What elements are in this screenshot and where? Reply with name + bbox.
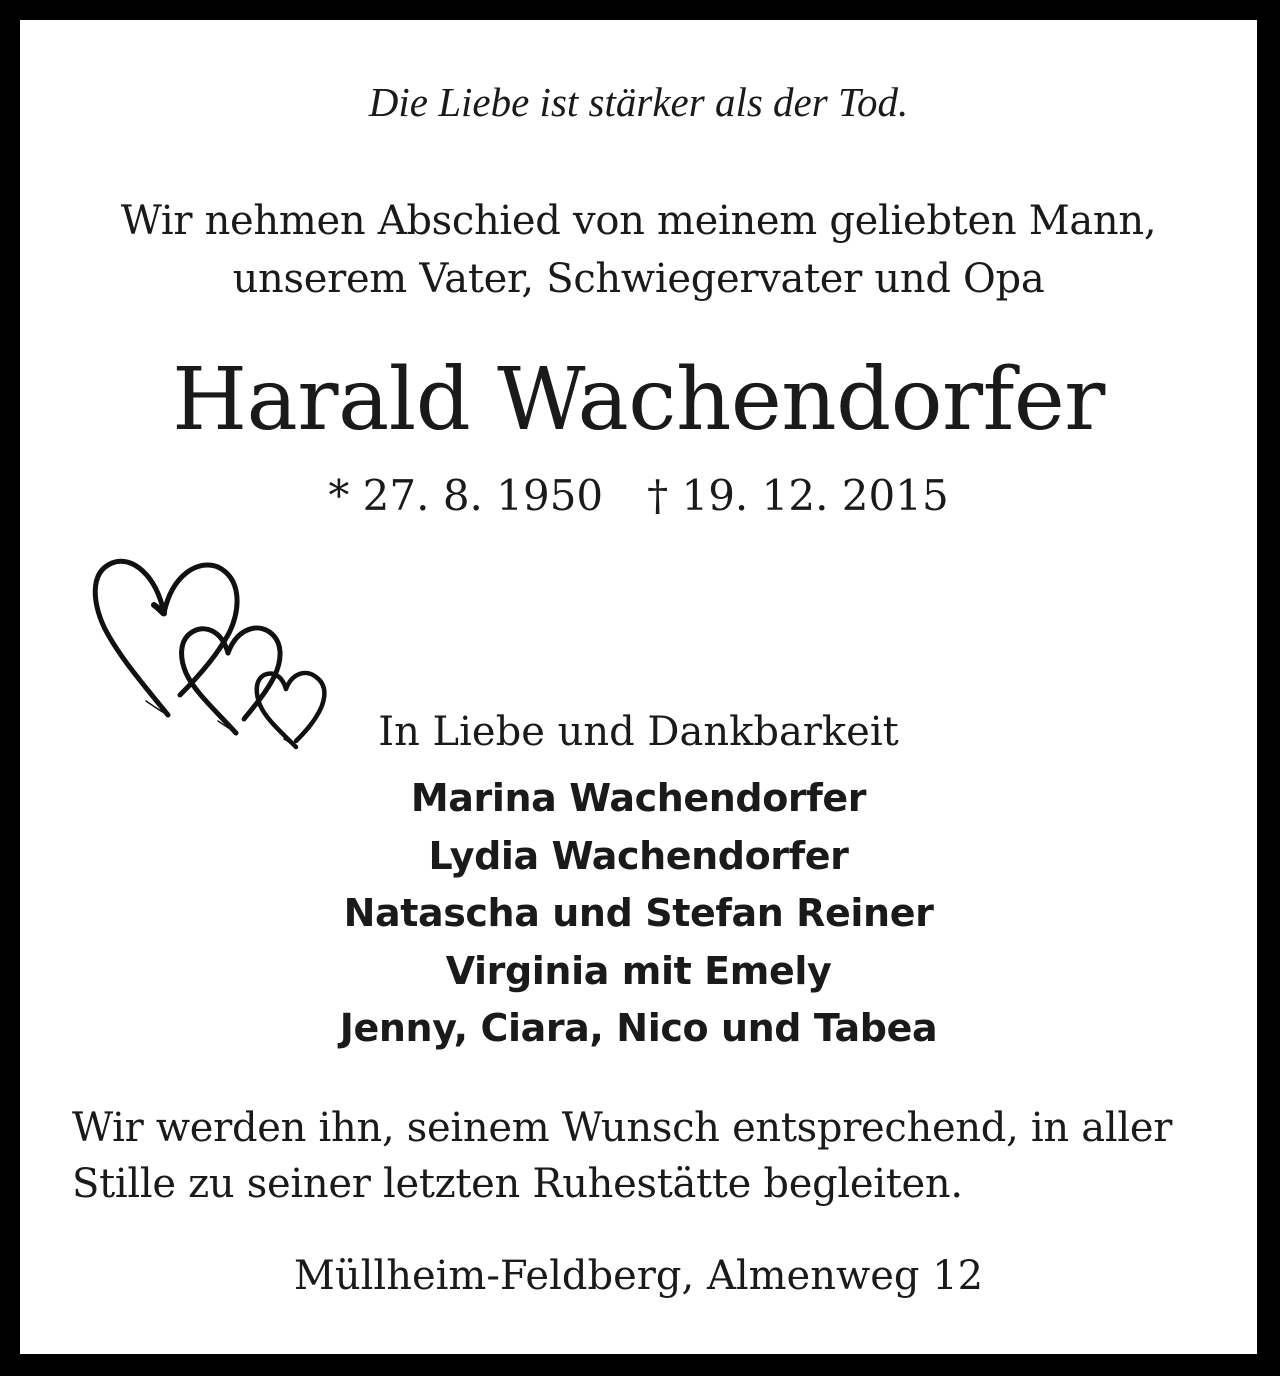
mourners-list [20,770,1257,1058]
mourner-name: Jenny, Ciara, Nico und Tabea [339,1006,938,1050]
intro-line-2: unserem Vater, Schwiegervater und Opa [232,256,1045,302]
closing-text [72,1100,1232,1212]
intro-text [20,192,1257,308]
birth-date: * 27. 8. 1950 [328,471,604,520]
closing-line-2: Stille zu seiner letzten Ruhestätte begleiten. [72,1161,963,1207]
death-date: † 19. 12. 2015 [647,471,949,520]
mourner-name: Virginia mit Emely [445,948,832,993]
life-dates [20,468,1257,524]
mourner-name: Natascha und Stefan Reiner [343,891,934,935]
mourner-name: Marina Wachendorfer [410,776,867,820]
mourner-name: Lydia Wachendorfer [428,833,849,878]
thanks-line: In Liebe und Dankbarkeit [378,709,899,755]
intro-line-1: Wir nehmen Abschied von meinem geliebten Mann, [120,198,1157,244]
address: Müllheim-Feldberg, Almenweg 12 [293,1253,984,1299]
motto: Die Liebe ist stärker als der Tod. [368,79,909,125]
deceased-name: Harald Wachendorfer [172,350,1105,450]
obituary-notice [20,20,1257,1354]
closing-line-1: Wir werden ihn, seinem Wunsch entsprechend, in aller [72,1105,1173,1151]
